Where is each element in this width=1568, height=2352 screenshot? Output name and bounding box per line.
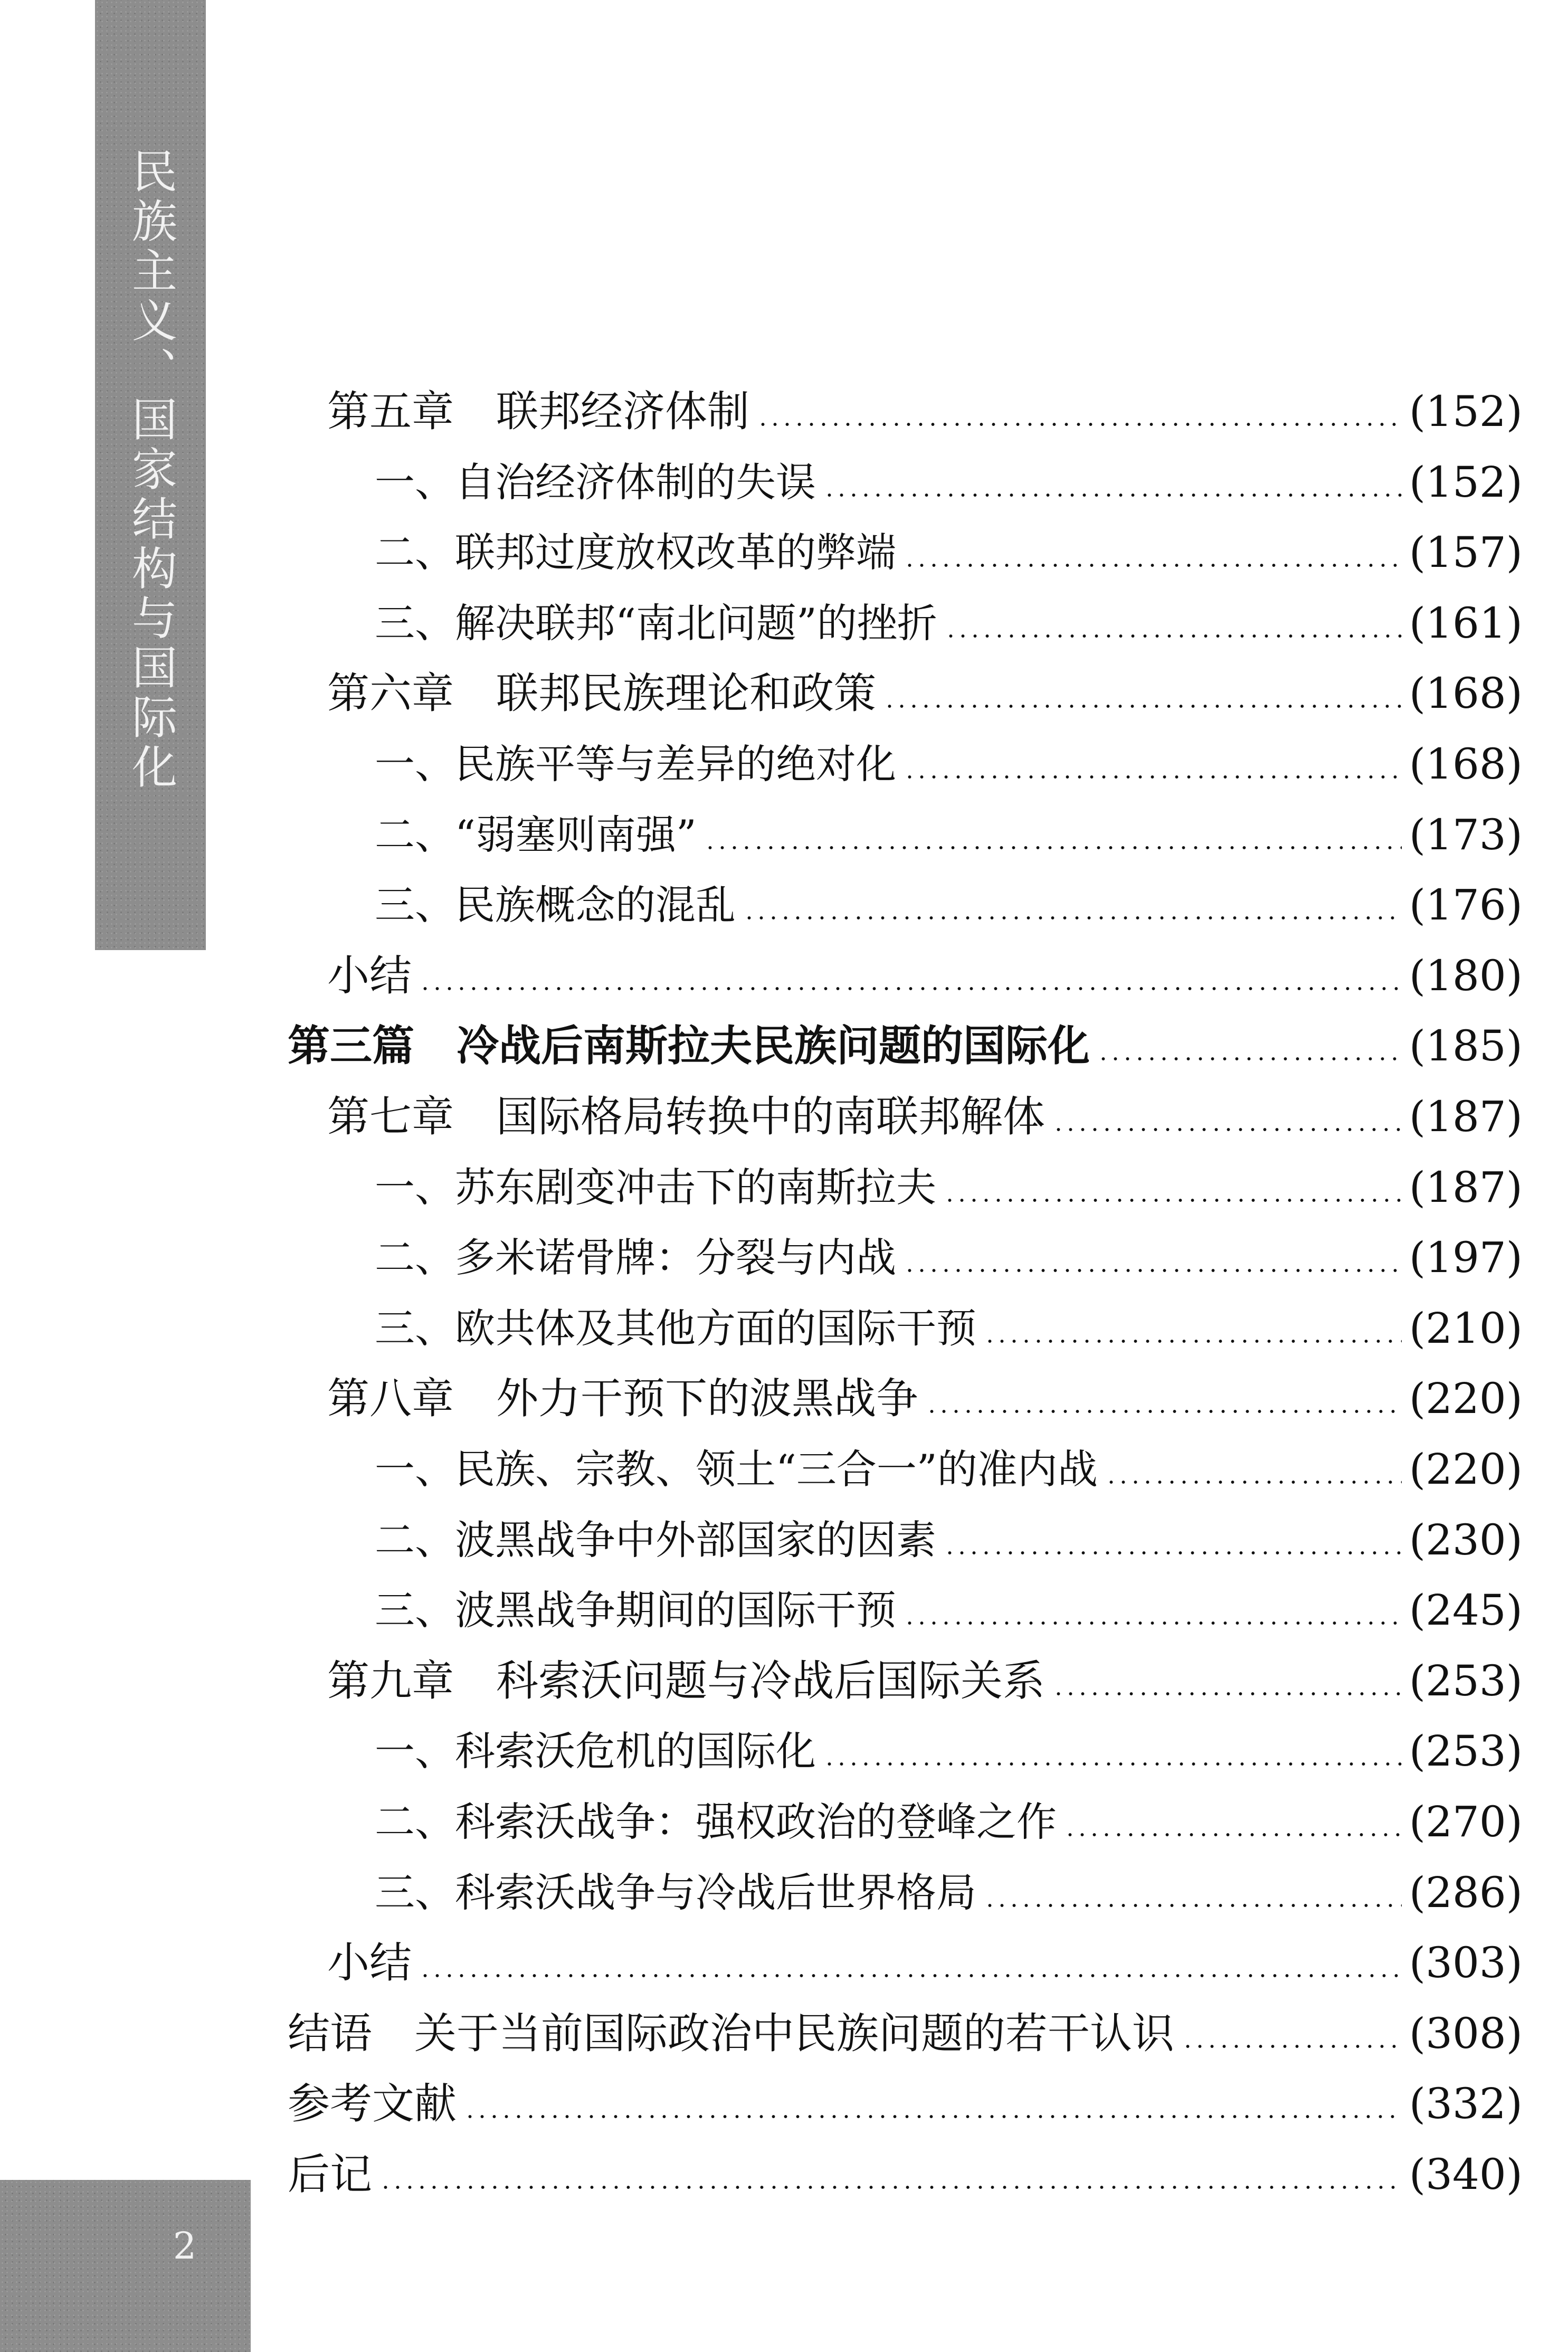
toc-entry-chapter <box>327 1649 1523 1708</box>
toc-dot-leader <box>926 1409 1402 1414</box>
toc-dot-leader <box>883 704 1402 708</box>
toc-entry-section <box>375 1438 1523 1496</box>
toc-entry-section <box>375 733 1523 791</box>
toc-entry-label: 二、 <box>375 1234 455 1281</box>
toc-dot-leader <box>904 775 1402 779</box>
toc-entry-label: 三、 <box>375 1587 455 1634</box>
toc-entry-label: 二、 <box>375 529 455 576</box>
toc-entry-page: (152) <box>1409 458 1523 507</box>
toc-entry-page: (230) <box>1409 1515 1523 1564</box>
page-number: 2 <box>173 2224 197 2268</box>
toc-entry-section <box>375 592 1523 650</box>
toc-entry-label: 一、 <box>375 1446 455 1493</box>
toc-entry-title: 联邦经济体制 <box>496 387 749 436</box>
toc-entry-section <box>375 1156 1523 1214</box>
toc-entry-title: 民族平等与差异的绝对化 <box>455 741 896 788</box>
toc-entry-label: 第八章 <box>327 1374 454 1423</box>
toc-entry-page: (197) <box>1409 1233 1523 1282</box>
toc-entry-simple <box>327 1931 1523 1989</box>
toc-entry-page: (157) <box>1409 528 1523 577</box>
toc-entry-chapter <box>327 662 1523 720</box>
toc-dot-leader <box>1097 1057 1402 1061</box>
toc-entry-page: (187) <box>1409 1163 1523 1212</box>
toc-entry-section <box>375 521 1523 579</box>
toc-dot-leader <box>984 1339 1402 1343</box>
toc-entry-simple <box>288 2143 1523 2201</box>
toc-entry-section <box>375 1790 1523 1848</box>
toc-entry-section <box>375 451 1523 509</box>
toc-entry-part <box>288 1014 1523 1073</box>
toc-entry-title: 民族概念的混乱 <box>455 881 736 928</box>
toc-entry-title: 冷战后南斯拉夫民族问题的国际化 <box>457 1021 1090 1070</box>
toc-entry-page: (340) <box>1409 2150 1523 2199</box>
toc-entry-label: 一、 <box>375 1728 455 1775</box>
toc-entry-section <box>375 874 1523 932</box>
toc-entry-title: 联邦过度放权改革的弊端 <box>455 529 896 576</box>
toc-dot-leader <box>904 1268 1402 1273</box>
toc-entry-title: 后记 <box>288 2150 372 2199</box>
toc-entry-label: 第九章 <box>327 1656 454 1705</box>
toc-entry-label: 一、 <box>375 459 455 506</box>
toc-dot-leader <box>743 916 1402 920</box>
toc-entry-label: 三、 <box>375 1869 455 1916</box>
toc-dot-leader <box>379 2185 1402 2189</box>
toc-entry-page: (187) <box>1409 1092 1523 1141</box>
toc-entry-section <box>375 1861 1523 1919</box>
toc-dot-leader <box>1064 1833 1402 1837</box>
toc-dot-leader <box>1052 1127 1402 1132</box>
toc-entry-section <box>375 1297 1523 1355</box>
toc-entry-title: 关于当前国际政治中民族问题的若干认识 <box>414 2009 1174 2058</box>
toc-entry-page: (180) <box>1409 951 1523 1000</box>
toc-dot-leader <box>944 1198 1402 1202</box>
toc-entry-label: 三、 <box>375 600 455 647</box>
toc-entry-title: “弱塞则南强” <box>455 811 697 858</box>
toc-entry-label: 二、 <box>375 1798 455 1845</box>
toc-dot-leader <box>1182 2044 1402 2048</box>
toc-dot-leader <box>823 1762 1402 1766</box>
side-tab-title: 民族主义、国家结构与国际化 <box>124 148 177 793</box>
toc-entry-chapter <box>327 1367 1523 1425</box>
toc-entry-page: (185) <box>1409 1021 1523 1070</box>
toc-entry-label: 一、 <box>375 1164 455 1211</box>
toc-dot-leader <box>419 987 1402 991</box>
toc-entry-label: 一、 <box>375 741 455 788</box>
toc-entry-simple <box>288 2072 1523 2130</box>
toc-entry-section <box>375 803 1523 861</box>
toc-entry-title: 波黑战争期间的国际干预 <box>455 1587 896 1634</box>
toc-entry-title: 联邦民族理论和政策 <box>496 669 876 718</box>
toc-entry-title: 多米诺骨牌：分裂与内战 <box>455 1234 896 1281</box>
toc-dot-leader <box>984 1903 1402 1908</box>
toc-entry-label: 三、 <box>375 1305 455 1352</box>
toc-dot-leader <box>464 2114 1402 2119</box>
toc-entry-page: (303) <box>1409 1938 1523 1987</box>
toc-entry-page: (152) <box>1409 387 1523 436</box>
toc-entry-label: 结语 <box>288 2009 372 2058</box>
toc-entry-title: 民族、宗教、领土“三合一”的准内战 <box>455 1446 1098 1493</box>
toc-entry-chapter <box>327 380 1523 438</box>
toc-entry-title: 科索沃战争：强权政治的登峰之作 <box>455 1798 1057 1845</box>
toc-entry-label: 二、 <box>375 1516 455 1563</box>
toc-entry-title: 欧共体及其他方面的国际干预 <box>455 1305 976 1352</box>
toc-entry-label: 二、 <box>375 811 455 858</box>
toc-entry-page: (173) <box>1409 810 1523 859</box>
toc-dot-leader <box>419 1974 1402 1978</box>
toc-entry-title: 外力干预下的波黑战争 <box>496 1374 918 1423</box>
toc-entry-section <box>375 1720 1523 1778</box>
toc-entry-page: (308) <box>1409 2009 1523 2058</box>
toc-entry-title: 科索沃问题与冷战后国际关系 <box>496 1656 1045 1705</box>
toc-entry-page: (286) <box>1409 1868 1523 1917</box>
toc-entry-section <box>375 1226 1523 1284</box>
toc-dot-leader <box>945 634 1402 638</box>
toc-entry-label: 第三篇 <box>288 1021 414 1070</box>
toc-entry-page: (161) <box>1409 599 1523 648</box>
toc-entry-title: 波黑战争中外部国家的因素 <box>455 1516 936 1563</box>
toc-entry-label: 第六章 <box>327 669 454 718</box>
toc-dot-leader <box>757 422 1402 426</box>
toc-entry-title: 自治经济体制的失误 <box>455 459 816 506</box>
toc-entry-label: 三、 <box>375 881 455 928</box>
toc-entry-title: 小结 <box>327 1938 412 1987</box>
toc-entry-page: (253) <box>1409 1727 1523 1776</box>
toc-dot-leader <box>904 563 1402 567</box>
toc-entry-page: (332) <box>1409 2079 1523 2128</box>
toc-entry-title: 小结 <box>327 951 412 1000</box>
toc-entry-chapter <box>327 1085 1523 1143</box>
toc-entry-label: 第五章 <box>327 387 454 436</box>
toc-entry-section <box>375 1509 1523 1567</box>
toc-entry-page: (220) <box>1409 1445 1523 1494</box>
toc-entry-title: 科索沃危机的国际化 <box>455 1728 816 1775</box>
toc-dot-leader <box>1052 1692 1402 1696</box>
toc-entry-title: 参考文献 <box>288 2079 457 2128</box>
toc-entry-label: 第七章 <box>327 1092 454 1141</box>
toc-entry-page: (176) <box>1409 880 1523 930</box>
toc-dot-leader <box>704 846 1402 850</box>
toc-entry-title: 国际格局转换中的南联邦解体 <box>496 1092 1045 1141</box>
toc-entry-page: (253) <box>1409 1656 1523 1705</box>
toc-entry-section <box>375 1579 1523 1637</box>
toc-entry-page: (168) <box>1409 669 1523 718</box>
toc-dot-leader <box>823 493 1402 497</box>
toc-entry-page: (270) <box>1409 1797 1523 1846</box>
toc-dot-leader <box>944 1551 1402 1555</box>
toc-entry-simple <box>327 944 1523 1002</box>
toc-entry-page: (210) <box>1409 1304 1523 1353</box>
toc-entry-title: 解决联邦“南北问题”的挫折 <box>455 600 937 647</box>
toc-entry-page: (245) <box>1409 1586 1523 1635</box>
toc-entry-title: 科索沃战争与冷战后世界格局 <box>455 1869 976 1916</box>
toc-entry-page: (220) <box>1409 1374 1523 1423</box>
toc-dot-leader <box>904 1621 1402 1625</box>
toc-dot-leader <box>1105 1480 1402 1484</box>
toc-entry-chapter <box>288 2002 1523 2060</box>
toc-entry-page: (168) <box>1409 739 1523 789</box>
toc-entry-title: 苏东剧变冲击下的南斯拉夫 <box>455 1164 936 1211</box>
